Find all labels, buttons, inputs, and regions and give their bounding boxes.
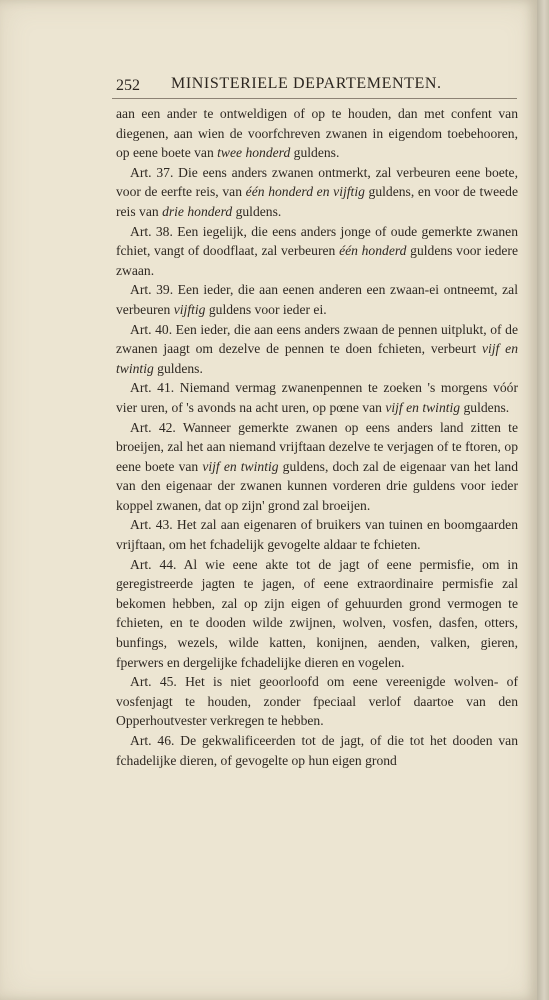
body-text — [116, 104, 518, 770]
page-header — [116, 75, 466, 97]
article-44: Art. 44. Al wie eene akte tot de jagt of eene permisfie, om in geregistreerde jagten te jagen, of eene extraordinaire permisfie zal bekomen hebben, zal op zijn eigen of gehuurden grond vermogen te fchieten, en te dooden wilde zwijnen, wolven, vosfen, dasfen, otters, bunfings, wezels, wilde katten, konijnen, aenden, valken, gieren, fperwers en dergelijke fchadelijke dieren en vogelen. — [116, 556, 518, 670]
article-45: Art. 45. Het is niet geoorloofd om eene vereenigde wolven- of vosfenjagt te houden, zonder fpeciaal verlof daartoe van den Opperhoutvester verkregen te hebben. — [116, 674, 518, 729]
article-37: Art. 37. Die eens anders zwanen ontmerkt, zal verbeuren eene boete, voor de eerfte reis, van één honderd en vijftig guldens, en voor de tweede reis van drie honderd guldens. — [116, 164, 518, 219]
article-41: Art. 41. Niemand vermag zwanenpennen te zoeken 's morgens vóór vier uren, of 's avonds na acht uren, op pœne van vijf en twintig guldens. — [116, 380, 518, 415]
article-38: Art. 38. Een iegelijk, die eens anders jonge of oude gemerkte zwanen fchiet, vangt of doodflaat, zal verbeuren één honderd guldens voor iedere zwaan. — [116, 223, 518, 278]
article-46: Art. 46. De gekwalificeerden tot de jagt, of die tot het dooden van fchadelijke dieren, of gevogelte op hun eigen grond — [116, 733, 518, 768]
article-40: Art. 40. Een ieder, die aan eens anders zwaan de pennen uitplukt, of de zwanen jaagt om dezelve de pennen te doen fchieten, verbeurt vijf en twintig guldens. — [116, 321, 519, 376]
running-title: MINISTERIELE DEPARTEMENTEN. — [171, 75, 442, 92]
page-edge — [537, 0, 549, 1000]
article-43: Art. 43. Het zal aan eigenaren of bruikers van tuinen en boomgaarden vrijftaan, om het fchadelijk gevogelte aldaar te fchieten. — [116, 517, 518, 553]
article-42: Art. 42. Wanneer gemerkte zwanen op eens anders land zitten te broeijen, zal het aan niemand vrijftaan dezelve te verjagen of te ftoren, op eene boete van vijf en twintig guldens, doch zal de eigenaar van het land van den eigenaar der zwanen kunnen vorderen drie guldens voor ieder koppel zwanen, dat op zijn' grond zal broeijen. — [116, 419, 518, 513]
article-39: Art. 39. Een ieder, die aan eenen anderen een zwaan-ei ontneemt, zal verbeuren vijftig guldens voor ieder ei. — [116, 282, 518, 317]
paragraph-36-continued: aan een ander te ontweldigen of op te houden, dan met confent van diegenen, aan wien de voorfchreven zwanen in eigendom toebehooren, op eene boete van twee honderd guldens. — [116, 106, 518, 161]
page-number: 252 — [116, 77, 140, 94]
header-rule — [112, 98, 517, 99]
